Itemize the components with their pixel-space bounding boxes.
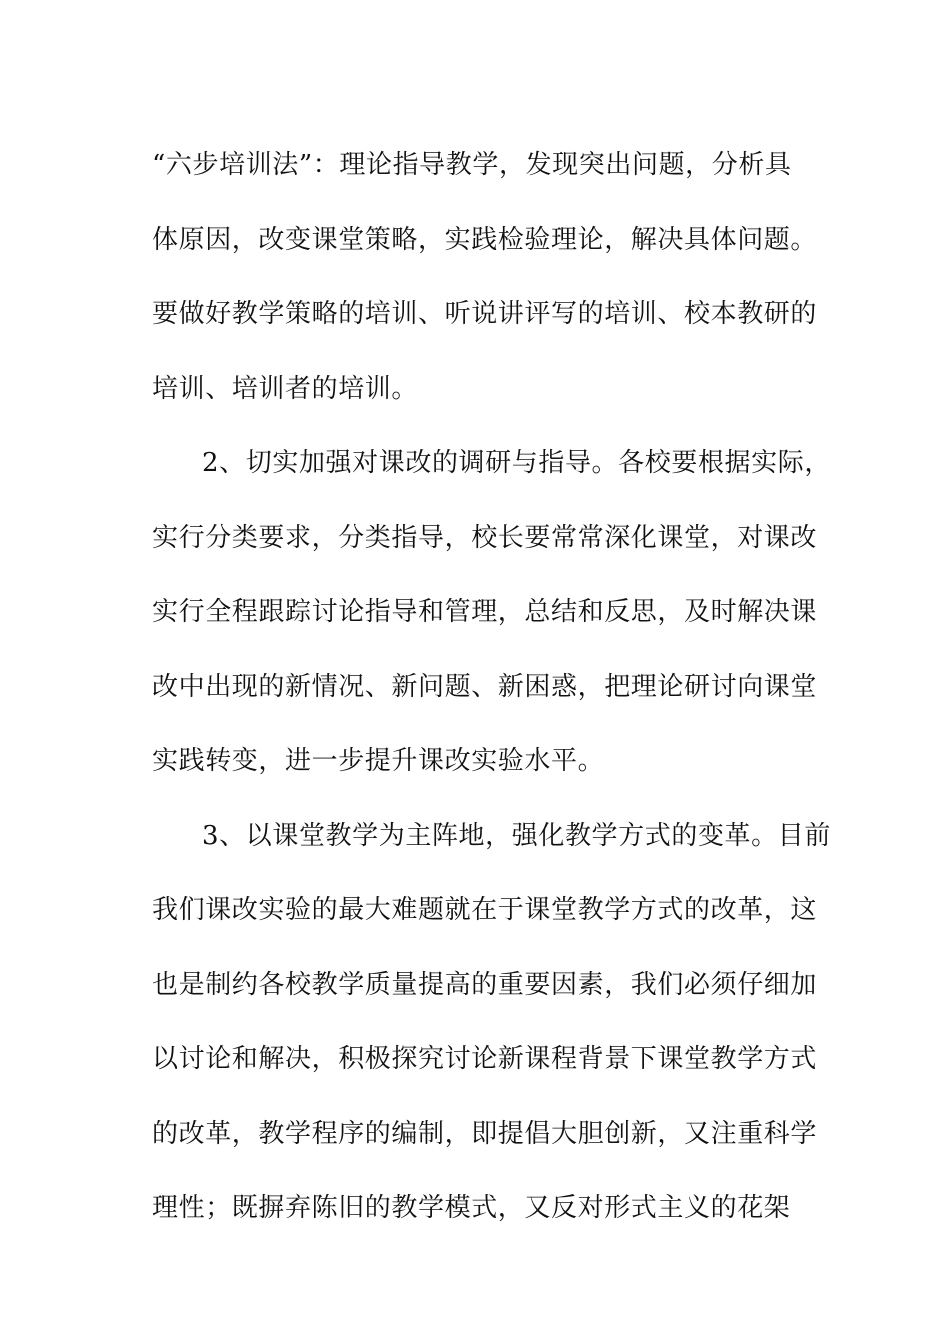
body-text — [152, 128, 831, 1246]
paragraph-start-line: 2、切实加强对课改的调研与指导。各校要根据实际， — [202, 448, 831, 478]
text-line: 实践转变，进一步提升课改实验水平。 — [152, 746, 605, 776]
text-line: 培训、培训者的培训。 — [152, 373, 419, 404]
text-line: 体原因，改变课堂策略，实践检验理论，解决具体问题。 — [152, 224, 818, 255]
text-line: 实行分类要求，分类指导，校长要常常深化课堂，对课改 — [152, 522, 818, 553]
text-line: 改中出现的新情况、新问题、新困惑，把理论研讨向课堂 — [152, 671, 818, 702]
paragraph-start-line: 3、以课堂教学为主阵地，强化教学方式的变革。目前 — [202, 820, 831, 851]
text-line: 实行全程跟踪讨论指导和管理，总结和反思，及时解决课 — [152, 597, 818, 627]
text-line: 要做好教学策略的培训、听说讲评写的培训、校本教研的 — [152, 299, 818, 329]
text-line: 的改革，教学程序的编制，即提倡大胆创新，又注重科学 — [152, 1118, 818, 1149]
text-line: 我们课改实验的最大难题就在于课堂教学方式的改革，这 — [152, 895, 818, 925]
text-line: 也是制约各校教学质量提高的重要因素，我们必须仔细加 — [152, 969, 818, 1000]
text-line: 理性；既摒弃陈旧的教学模式，又反对形式主义的花架 — [152, 1193, 791, 1223]
text-line: “六步培训法”：理论指导教学，发现突出问题，分析具 — [152, 150, 792, 180]
text-line: 以讨论和解决，积极探究讨论新课程背景下课堂教学方式 — [152, 1044, 818, 1074]
